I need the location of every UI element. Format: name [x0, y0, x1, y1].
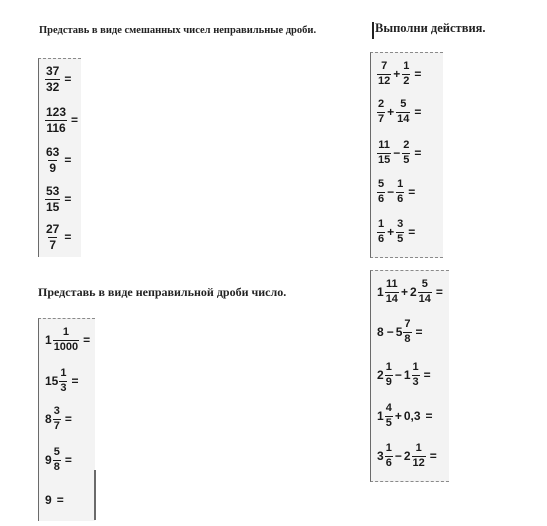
exercise-row: [45, 493, 64, 507]
operator: −: [394, 449, 402, 464]
equals-sign: =: [429, 449, 437, 464]
whole-number: 9: [45, 493, 52, 507]
fraction: [412, 443, 426, 469]
exercise-row: [377, 403, 433, 429]
panel-right-edge: [94, 470, 96, 520]
numerator: 1: [385, 361, 392, 373]
denominator: 14: [418, 292, 431, 305]
whole-part: 1: [377, 409, 384, 424]
equals-sign: =: [423, 368, 431, 383]
fraction: [396, 179, 404, 205]
exercise-row: [377, 179, 415, 205]
denominator: 15: [46, 199, 60, 214]
denominator: 1000: [53, 340, 79, 353]
whole-part: 9: [45, 453, 52, 468]
denominator: 3: [60, 381, 67, 394]
whole-part: 1: [403, 368, 411, 383]
denominator: 7: [378, 112, 385, 125]
numerator: 5: [53, 446, 60, 458]
equals-sign: =: [64, 412, 72, 427]
equals-sign: =: [83, 333, 91, 348]
denominator: 12: [378, 74, 391, 87]
numerator: 1: [403, 60, 410, 72]
equals-sign: =: [425, 409, 433, 424]
whole-part: 8: [45, 412, 52, 427]
operator: +: [387, 225, 395, 240]
operator: −: [386, 325, 394, 340]
exercise-row: [377, 99, 421, 125]
operator: +: [394, 409, 402, 424]
denominator: 32: [46, 79, 60, 94]
fraction: [53, 327, 79, 353]
exercise-panel-mixed-operations: [370, 270, 449, 482]
fraction: [53, 447, 61, 473]
equals-sign: =: [435, 285, 443, 300]
numerator: 1: [397, 178, 404, 190]
numerator: 7: [381, 60, 388, 72]
equals-sign: =: [414, 67, 422, 82]
heading-perform-operations: Выполни действия.: [375, 21, 486, 35]
numerator: 1: [378, 218, 385, 230]
exercise-row: [45, 327, 90, 353]
fraction: [418, 279, 432, 305]
numerator: 53: [46, 184, 60, 198]
exercise-row: [45, 447, 72, 473]
fraction: [45, 223, 60, 251]
exercise-row: [377, 279, 443, 305]
denominator: 6: [397, 192, 404, 205]
whole-part: 2: [403, 449, 411, 464]
numerator: 4: [385, 402, 392, 414]
denominator: 7: [49, 237, 57, 252]
fraction: [59, 368, 67, 394]
equals-sign: =: [414, 105, 422, 120]
equals-sign: =: [64, 192, 72, 207]
equals-sign: =: [64, 230, 72, 245]
numerator: 1: [385, 442, 392, 454]
fraction: [377, 219, 385, 245]
exercise-panel-operations: [370, 52, 443, 258]
denominator: 7: [53, 419, 60, 432]
denominator: 9: [49, 160, 57, 175]
equals-sign: =: [64, 72, 72, 87]
exercise-panel-mixed-numbers: [38, 58, 81, 257]
numerator: 3: [397, 218, 404, 230]
heading-mixed-numbers: Представь в виде смешанных чисел неправильные дроби.: [39, 25, 317, 36]
operator: +: [393, 67, 401, 82]
fraction: [402, 61, 410, 87]
numerator: 5: [421, 278, 428, 290]
denominator: 9: [385, 375, 392, 388]
denominator: 3: [412, 375, 419, 388]
equals-sign: =: [415, 325, 423, 340]
equals-sign: =: [64, 153, 72, 168]
numerator: 11: [385, 278, 398, 290]
denominator: 116: [46, 120, 66, 135]
equals-sign: =: [414, 146, 422, 161]
decimal-number: 0,3: [403, 409, 421, 424]
fraction: [385, 403, 393, 429]
heading-improper-fraction: Представь в виде неправильной дроби число.: [38, 285, 287, 299]
text-cursor: [372, 22, 374, 39]
whole-part: 1: [45, 333, 52, 348]
whole-part: 2: [409, 285, 417, 300]
denominator: 12: [412, 456, 425, 469]
whole-part: 15: [45, 374, 59, 389]
fraction: [45, 106, 67, 134]
exercise-row: [45, 146, 71, 174]
denominator: 14: [385, 292, 398, 305]
exercise-panel-improper-fraction: [38, 318, 95, 521]
fraction: [396, 219, 404, 245]
fraction: [45, 185, 60, 213]
whole-part: 5: [395, 325, 403, 340]
denominator: 8: [404, 332, 411, 345]
denominator: 6: [378, 232, 385, 245]
exercise-row: [45, 223, 71, 251]
numerator: 123: [46, 105, 67, 119]
fraction: [377, 140, 391, 166]
denominator: 5: [397, 232, 404, 245]
fraction: [385, 362, 393, 388]
whole-part: 1: [377, 285, 384, 300]
equals-sign: =: [408, 185, 416, 200]
denominator: 5: [385, 416, 392, 429]
numerator: 1: [60, 367, 67, 379]
numerator: 5: [400, 98, 407, 110]
equals-sign: =: [408, 225, 416, 240]
fraction: [45, 146, 60, 174]
exercise-row: [377, 362, 431, 388]
exercise-row: [45, 406, 72, 432]
exercise-row: [45, 185, 71, 213]
whole-part: 8: [377, 325, 384, 340]
exercise-row: [377, 140, 421, 166]
equals-sign: =: [71, 374, 79, 389]
exercise-row: [45, 106, 78, 134]
equals-sign: =: [64, 453, 72, 468]
numerator: 7: [404, 318, 411, 330]
fraction: [377, 99, 385, 125]
exercise-row: [45, 368, 79, 394]
exercise-row: [377, 219, 415, 245]
exercise-row: [377, 319, 423, 345]
exercise-row: [377, 443, 437, 469]
denominator: 6: [378, 192, 385, 205]
numerator: 11: [378, 139, 390, 151]
fraction: [403, 319, 411, 345]
fraction: [412, 362, 420, 388]
fraction: [377, 179, 385, 205]
fraction: [385, 279, 399, 305]
numerator: 37: [46, 64, 60, 78]
numerator: 5: [378, 178, 385, 190]
fraction: [402, 140, 410, 166]
operator: −: [394, 368, 402, 383]
denominator: 15: [378, 153, 391, 166]
denominator: 6: [385, 456, 392, 469]
fraction: [396, 99, 410, 125]
operator: +: [387, 105, 395, 120]
whole-part: 2: [377, 368, 384, 383]
operator: −: [393, 146, 401, 161]
equals-sign: =: [71, 113, 79, 128]
numerator: 2: [403, 139, 410, 151]
fraction: [53, 406, 61, 432]
numerator: 1: [412, 361, 419, 373]
whole-part: 3: [377, 449, 384, 464]
numerator: 1: [415, 442, 422, 454]
numerator: 1: [62, 326, 69, 338]
denominator: 5: [403, 153, 410, 166]
fraction: [385, 443, 393, 469]
exercise-row: [45, 65, 71, 93]
operator: +: [400, 285, 408, 300]
fraction: [45, 65, 60, 93]
numerator: 63: [46, 145, 60, 159]
numerator: 27: [46, 222, 60, 236]
fraction: [377, 61, 391, 87]
denominator: 8: [53, 460, 60, 473]
operator: −: [387, 185, 395, 200]
denominator: 2: [403, 74, 410, 87]
equals-sign: =: [56, 493, 64, 507]
numerator: 3: [53, 405, 60, 417]
denominator: 14: [397, 112, 410, 125]
exercise-row: [377, 61, 421, 87]
numerator: 2: [378, 98, 385, 110]
